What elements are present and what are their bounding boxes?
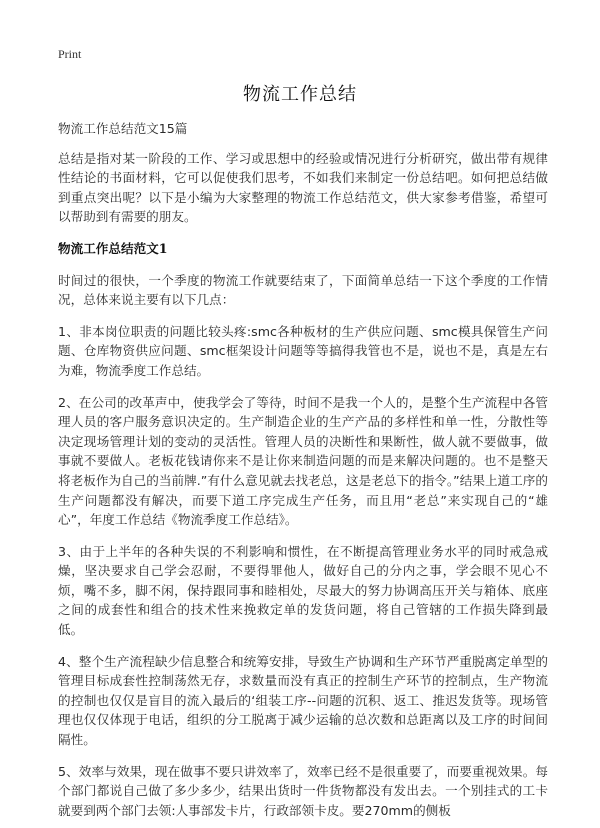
body-paragraph: 3、由于上半年的各种失误的不利影响和惯性，在不断提高管理业务水平的同时戒急戒燥，坚决要求自己学会忍耐，不要得罪他人，做好自己的分内之事，学会眼不见心不烦，嘴不多，脚不闲，保持跟同事和睦相处，尽最大的努力协调高压开关与箱体、底座之间的成套性和组合的技术性来挽救定单的发货问题，将自己管辖的工作损失降到最低。 (58, 543, 548, 638)
section-heading: 物流工作总结范文1 (58, 240, 168, 256)
intro-paragraph: 总结是指对某一阶段的工作、学习或思想中的经验或情况进行分析研究，做出带有规律性结论的书面材料，它可以促使我们思考，不如我们来制定一份总结吧。如何把总结做到重点突出呢？以下是小编为大家整理的物流工作总结范文，供大家参考借鉴，希望可以帮助到有需要的朋友。 (58, 150, 548, 225)
print-link[interactable]: Print (58, 47, 82, 61)
body-paragraph: 4、整个生产流程缺少信息整合和统筹安排，导致生产协调和生产环节严重脱离定单型的管理目标成套性控制荡然无存，求数量而没有真正的控制生产环节的控制点，生产物流的控制也仅仅是盲目的流入最后的‘组装工序--问题的沉积、返工、推迟发货等。现场管理也仅仅体现于电话，组织的分工脱离于减少运输的总次数和总距离以及工序的时间间隔性。 (58, 653, 548, 748)
page-title: 物流工作总结 (243, 84, 357, 105)
body-paragraph: 1、非本岗位职责的问题比较头疼:smc各种板材的生产供应问题、smc模具保管生产问题、仓库物资供应问题、smc框架设计问题等等搞得我管也不是，说也不是，真是左右为难，物流季度工作总结。 (58, 323, 548, 378)
body-paragraph: 5、效率与效果，现在做事不要只讲效率了，效率已经不是很重要了，而要重视效果。每个部门都说自己做了多少多少，结果出货时一件货物都没有发出去。一个别挂式的工卡就要到两个部门去领:人事部发卡片，行政部领卡皮。要270mm的侧板 (58, 763, 548, 818)
document-subtitle: 物流工作总结范文15篇 (58, 121, 188, 136)
body-paragraph: 时间过的很快，一个季度的物流工作就要结束了，下面简单总结一下这个季度的工作情况，总体来说主要有以下几点： (58, 272, 548, 308)
document-body (58, 119, 548, 828)
body-paragraph: 2、在公司的改革声中，使我学会了等待，时间不是我一个人的，是整个生产流程中各管理人员的客户服务意识决定的。生产制造企业的生产产品的多样性和单一性，分散性等决定现场管理计划的变动的灵活性。管理人员的决断性和果断性，做人就不要做事，做事就不要做人。老板花钱请你来不是让你来制造问题的而是来解决问题的。也不是整天将老板作为自己的当前牌.”有什么意见就去找老总，这是老总下的指令。”结果上道工序的生产问题都没有解决，而要下道工序完成生产任务，而且用“老总”来实现自己的“雄心”，年度工作总结《物流季度工作总结》。 (58, 394, 548, 528)
